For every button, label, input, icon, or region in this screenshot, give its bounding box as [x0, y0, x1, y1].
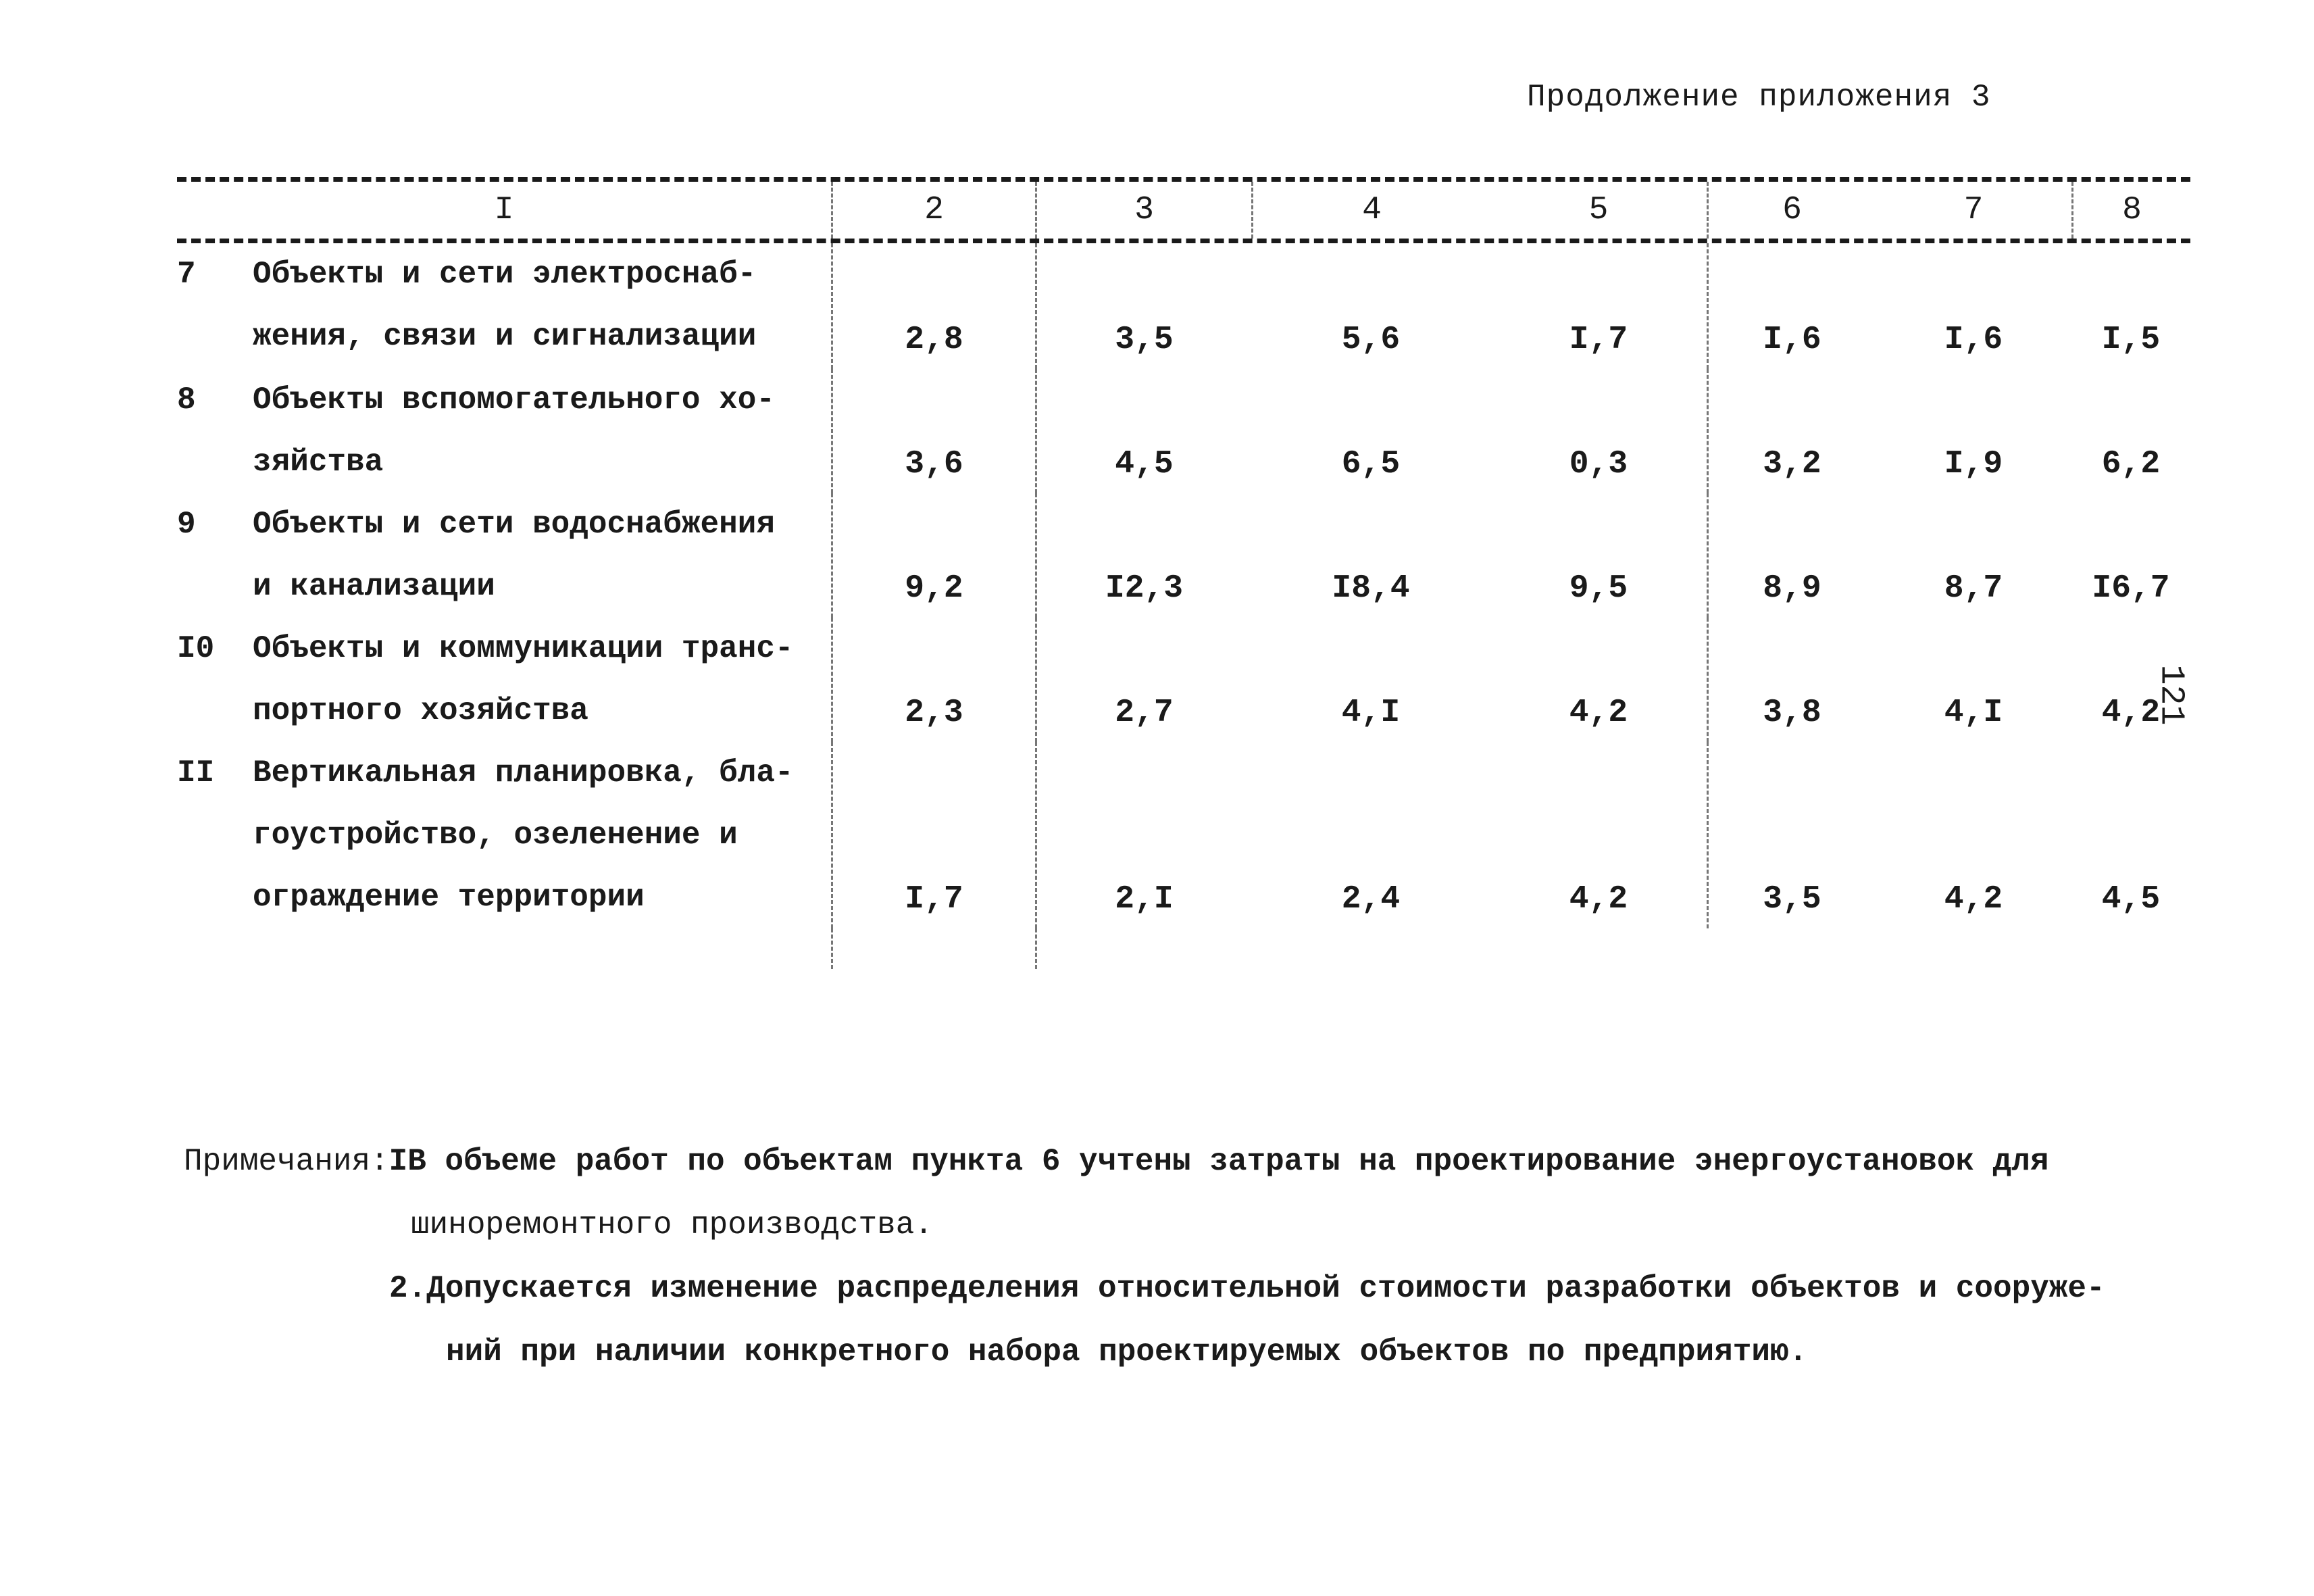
row-number: 7: [177, 257, 196, 292]
row-description: [253, 493, 775, 618]
note-number: I: [388, 1144, 408, 1179]
row-description-line: зяйства: [253, 445, 384, 480]
row-description-line: портного хозяйства: [253, 693, 588, 728]
note-text: В объеме работ по объектам пункта 6 учтены затраты на проектирование энергоустановок для: [407, 1144, 2049, 1179]
column-separator-tail: [831, 928, 1035, 969]
table-cell: I,5: [2101, 322, 2161, 358]
table-cell: I8,4: [1332, 570, 1410, 607]
column-header-7: 7: [1963, 192, 1984, 228]
column-separator-tail: [177, 928, 831, 969]
row-description-line: и канализации: [253, 569, 495, 604]
row-description: [253, 243, 756, 369]
column-header-3: 3: [1035, 182, 1251, 239]
row-description-line: Вертикальная планировка, бла-: [253, 755, 794, 791]
row-description: [253, 369, 775, 493]
notes-section: [184, 1130, 2143, 1384]
table-cell: I6,7: [2092, 570, 2170, 607]
table-cell: 5,6: [1341, 322, 1401, 358]
table-cell: 2,4: [1341, 881, 1401, 918]
table-row-label: [177, 742, 831, 928]
note-1-line-2: [184, 1193, 2143, 1257]
table-row-label: [177, 493, 831, 618]
table-cell: 2,7: [1035, 618, 1251, 742]
table-cell: 6,2: [2101, 446, 2161, 482]
data-table: [177, 177, 2190, 969]
table-cell: 3,8: [1707, 618, 1876, 742]
table-cell: 4,I: [1341, 695, 1401, 731]
table-top-rule: [177, 177, 2190, 182]
table-row-label: [177, 243, 831, 369]
table-body: [177, 243, 2190, 969]
row-number: I0: [177, 631, 215, 666]
notes-title: Примечания:: [184, 1144, 389, 1179]
table-cell: I,6: [1707, 243, 1876, 369]
row-description-line: Объекты и коммуникации транс-: [253, 631, 794, 666]
table-cell: 6,5: [1341, 446, 1401, 482]
row-description-line: Объекты и сети водоснабжения: [253, 507, 775, 542]
page-number: 121: [2151, 664, 2190, 726]
table-cell: 8,9: [1707, 493, 1876, 618]
column-header-5: 5: [1588, 192, 1609, 228]
table-cell: 4,2: [1569, 881, 1628, 918]
note-2-line-2: [184, 1320, 2143, 1384]
row-number: 8: [177, 382, 196, 418]
table-cell: I,9: [1944, 446, 2003, 482]
table-row-label: [177, 618, 831, 742]
table-cell: 3,6: [831, 369, 1035, 493]
table-cell: 4,2: [2101, 695, 2161, 731]
table-cell: 9,5: [1569, 570, 1628, 607]
note-text: ний при наличии конкретного набора проектируемых объектов по предприятию.: [446, 1335, 1808, 1370]
column-separator-tail: [1035, 928, 1251, 969]
note-number: 2: [389, 1271, 408, 1306]
table-row-label: [177, 369, 831, 493]
note-text: шиноремонтного производства.: [411, 1207, 933, 1243]
row-description-line: Объекты вспомогательного хо-: [253, 382, 775, 418]
row-description: [253, 618, 794, 742]
row-description: [253, 742, 794, 928]
table-cell: 4,5: [1035, 369, 1251, 493]
column-separator-tail: [1707, 928, 1876, 969]
row-number: II: [177, 755, 215, 791]
table-cell: 3,5: [1707, 742, 1876, 928]
column-header-2: 2: [831, 182, 1035, 239]
table-cell: 9,2: [831, 493, 1035, 618]
table-cell: I,6: [1944, 322, 2003, 358]
table-cell: 2,I: [1035, 742, 1251, 928]
table-cell: I,7: [1569, 322, 1628, 358]
table-cell: 3,5: [1035, 243, 1251, 369]
note-1-line-1: [184, 1130, 2143, 1193]
column-separator-tail: [1490, 928, 1707, 969]
table-cell: I2,3: [1035, 493, 1251, 618]
table-cell: 8,7: [1944, 570, 2003, 607]
table-cell: 2,3: [831, 618, 1035, 742]
note-punct: .: [407, 1271, 427, 1306]
column-header-6: 6: [1707, 182, 1876, 239]
row-number: 9: [177, 507, 196, 542]
page-continuation-header: Продолжение приложения 3: [1527, 80, 1991, 115]
note-2-line-1: [184, 1257, 2143, 1320]
column-header-4: 4: [1251, 182, 1490, 239]
row-description-line: ограждение территории: [253, 880, 645, 915]
table-cell: 3,2: [1707, 369, 1876, 493]
table-cell: 4,2: [1944, 881, 2003, 918]
table-cell: 4,5: [2101, 881, 2161, 918]
row-description-line: Объекты и сети электроснаб-: [253, 257, 757, 292]
table-header-rule: [177, 239, 2190, 243]
table-cell: 4,2: [1569, 695, 1628, 731]
column-separator-tail: [1251, 928, 1490, 969]
column-header-1: I: [494, 192, 514, 228]
column-separator-tail: [1876, 928, 2071, 969]
table-cell: 4,I: [1944, 695, 2003, 731]
row-description-line: жения, связи и сигнализации: [253, 319, 757, 354]
table-cell: 2,8: [831, 243, 1035, 369]
note-text: Допускается изменение распределения относительной стоимости разработки объектов и сооруже-: [426, 1271, 2105, 1306]
table-cell: 0,3: [1569, 446, 1628, 482]
table-header-row: [177, 182, 2190, 239]
column-header-8: 8: [2071, 182, 2190, 239]
column-separator-tail: [2071, 928, 2190, 969]
row-description-line: гоустройство, озеленение и: [253, 818, 738, 853]
table-cell: I,7: [831, 742, 1035, 928]
